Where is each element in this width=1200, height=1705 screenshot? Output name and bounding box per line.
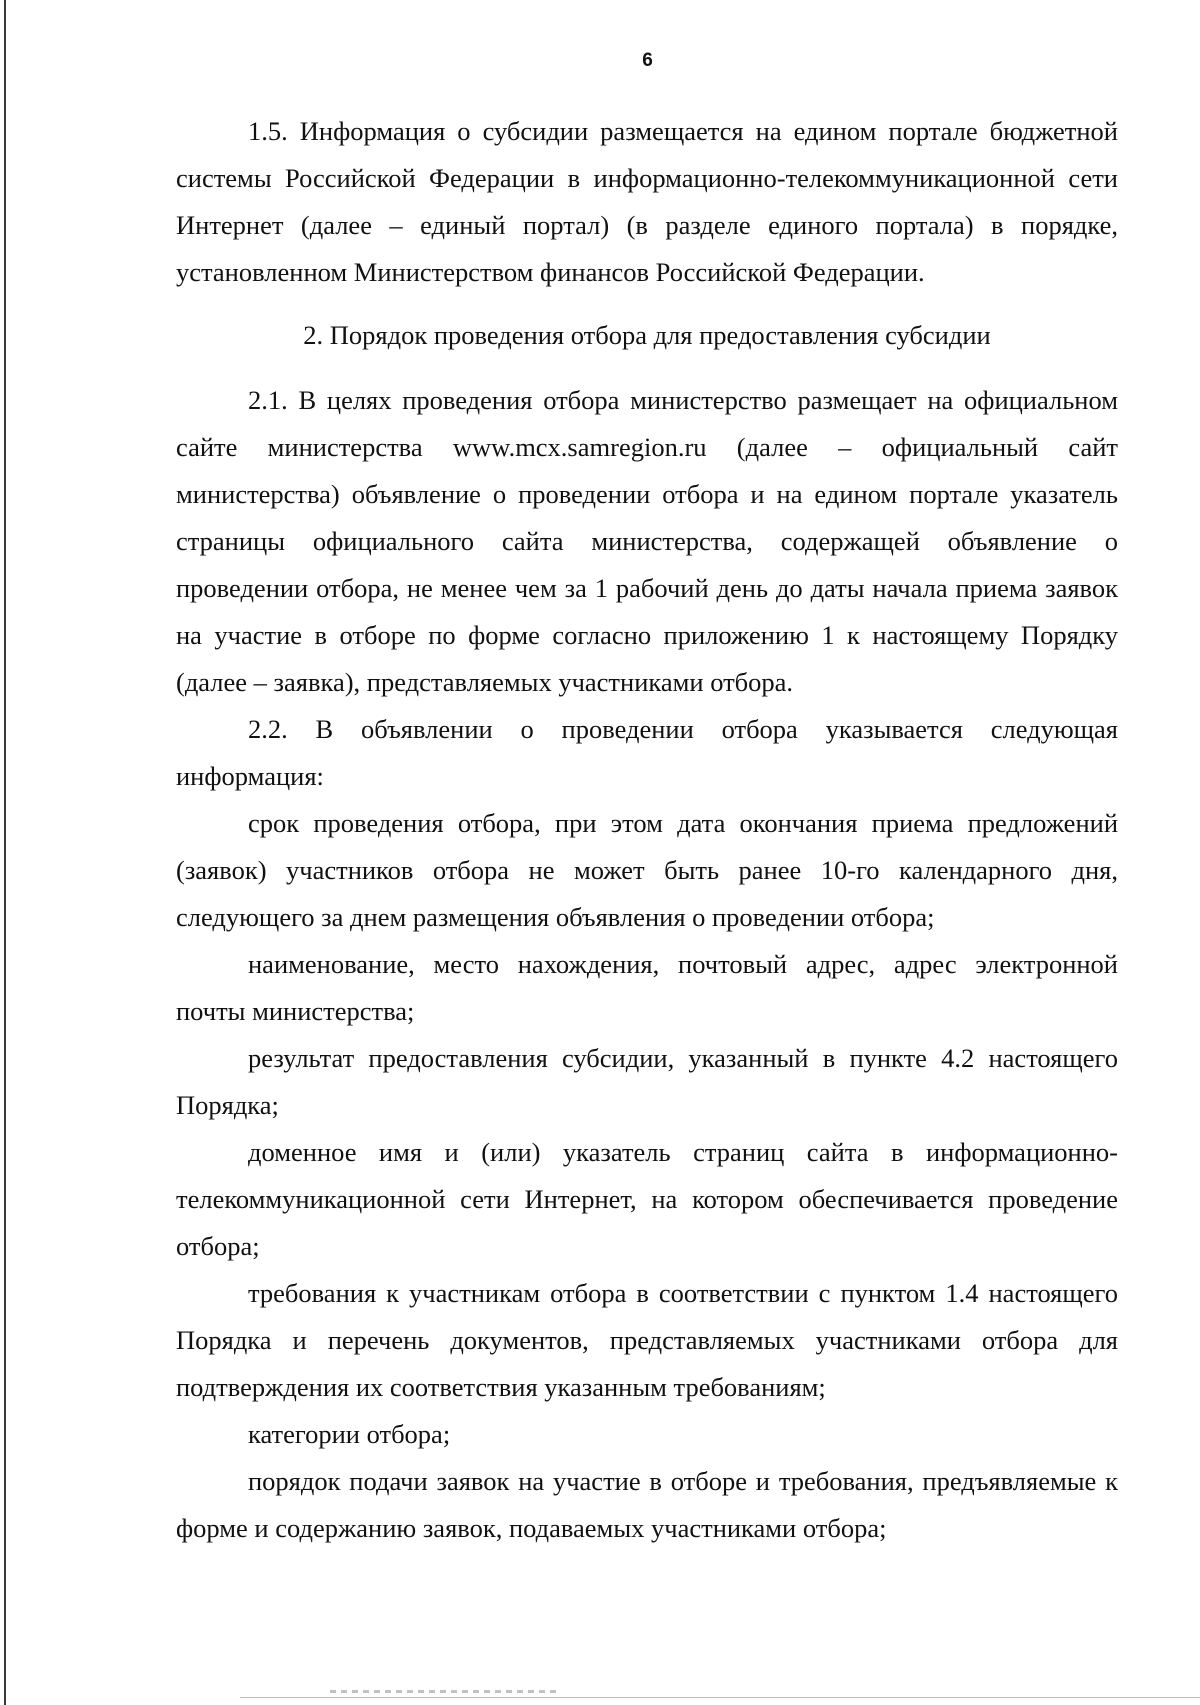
list-item-deadline: срок проведения отбора, при этом дата окончания приема предложений (заявок) участников отбора не может быть ранее 10-го календарного дня, следующего за днем размещения объявления о проведении отбора; [176, 808, 1118, 932]
paragraph-2-2: 2.2. В объявлении о проведении отбора указывается следующая информация: [176, 714, 1118, 791]
list-item-result: результат предоставления субсидии, указанный в пункте 4.2 настоящего Порядка; [176, 1043, 1118, 1120]
bottom-edge-line [240, 1697, 1200, 1698]
section-heading: 2. Порядок проведения отбора для предоставления субсидии [303, 320, 991, 350]
paragraph-2-1: 2.1. В целях проведения отбора министерство размещает на официальном сайте министерства www.mcx.samregion.ru (далее – официальный сайт министерства) объявление о проведении отбора и на едином портале указатель страницы официального сайта министерства, содержащей объявление о проведении отбора, не менее чем за 1 рабочий день до даты начала приема заявок на участие в отборе по форме согласно приложению 1 к настоящему Порядку (далее – заявка), представляемых участниками отбора. [176, 385, 1118, 697]
page-number: 6 [642, 50, 653, 71]
document-body [176, 108, 1118, 1552]
list-item-submission-order: порядок подачи заявок на участие в отборе и требования, предъявляемые к форме и содержанию заявок, подаваемых участниками отбора; [176, 1466, 1118, 1543]
scan-artifact [330, 1690, 560, 1693]
list-item-requirements: требования к участникам отбора в соответствии с пунктом 1.4 настоящего Порядка и перечень документов, представляемых участниками отбора для подтверждения их соответствия указанным требованиям; [176, 1278, 1118, 1402]
page-edge-line [4, 0, 6, 1705]
paragraph-1-5: 1.5. Информация о субсидии размещается на едином портале бюджетной системы Российской Федерации в информационно-телекоммуникационной сети Интернет (далее – единый портал) (в разделе единого портала) в порядке, установленном Министерством финансов Российской Федерации. [176, 116, 1118, 287]
list-item-name-address: наименование, место нахождения, почтовый адрес, адрес электронной почты министерства; [176, 949, 1118, 1026]
list-item-domain: доменное имя и (или) указатель страниц сайта в информационно-телекоммуникационной сети Интернет, на котором обеспечивается проведение отбора; [176, 1137, 1118, 1261]
list-item-categories: категории отбора; [248, 1419, 451, 1449]
